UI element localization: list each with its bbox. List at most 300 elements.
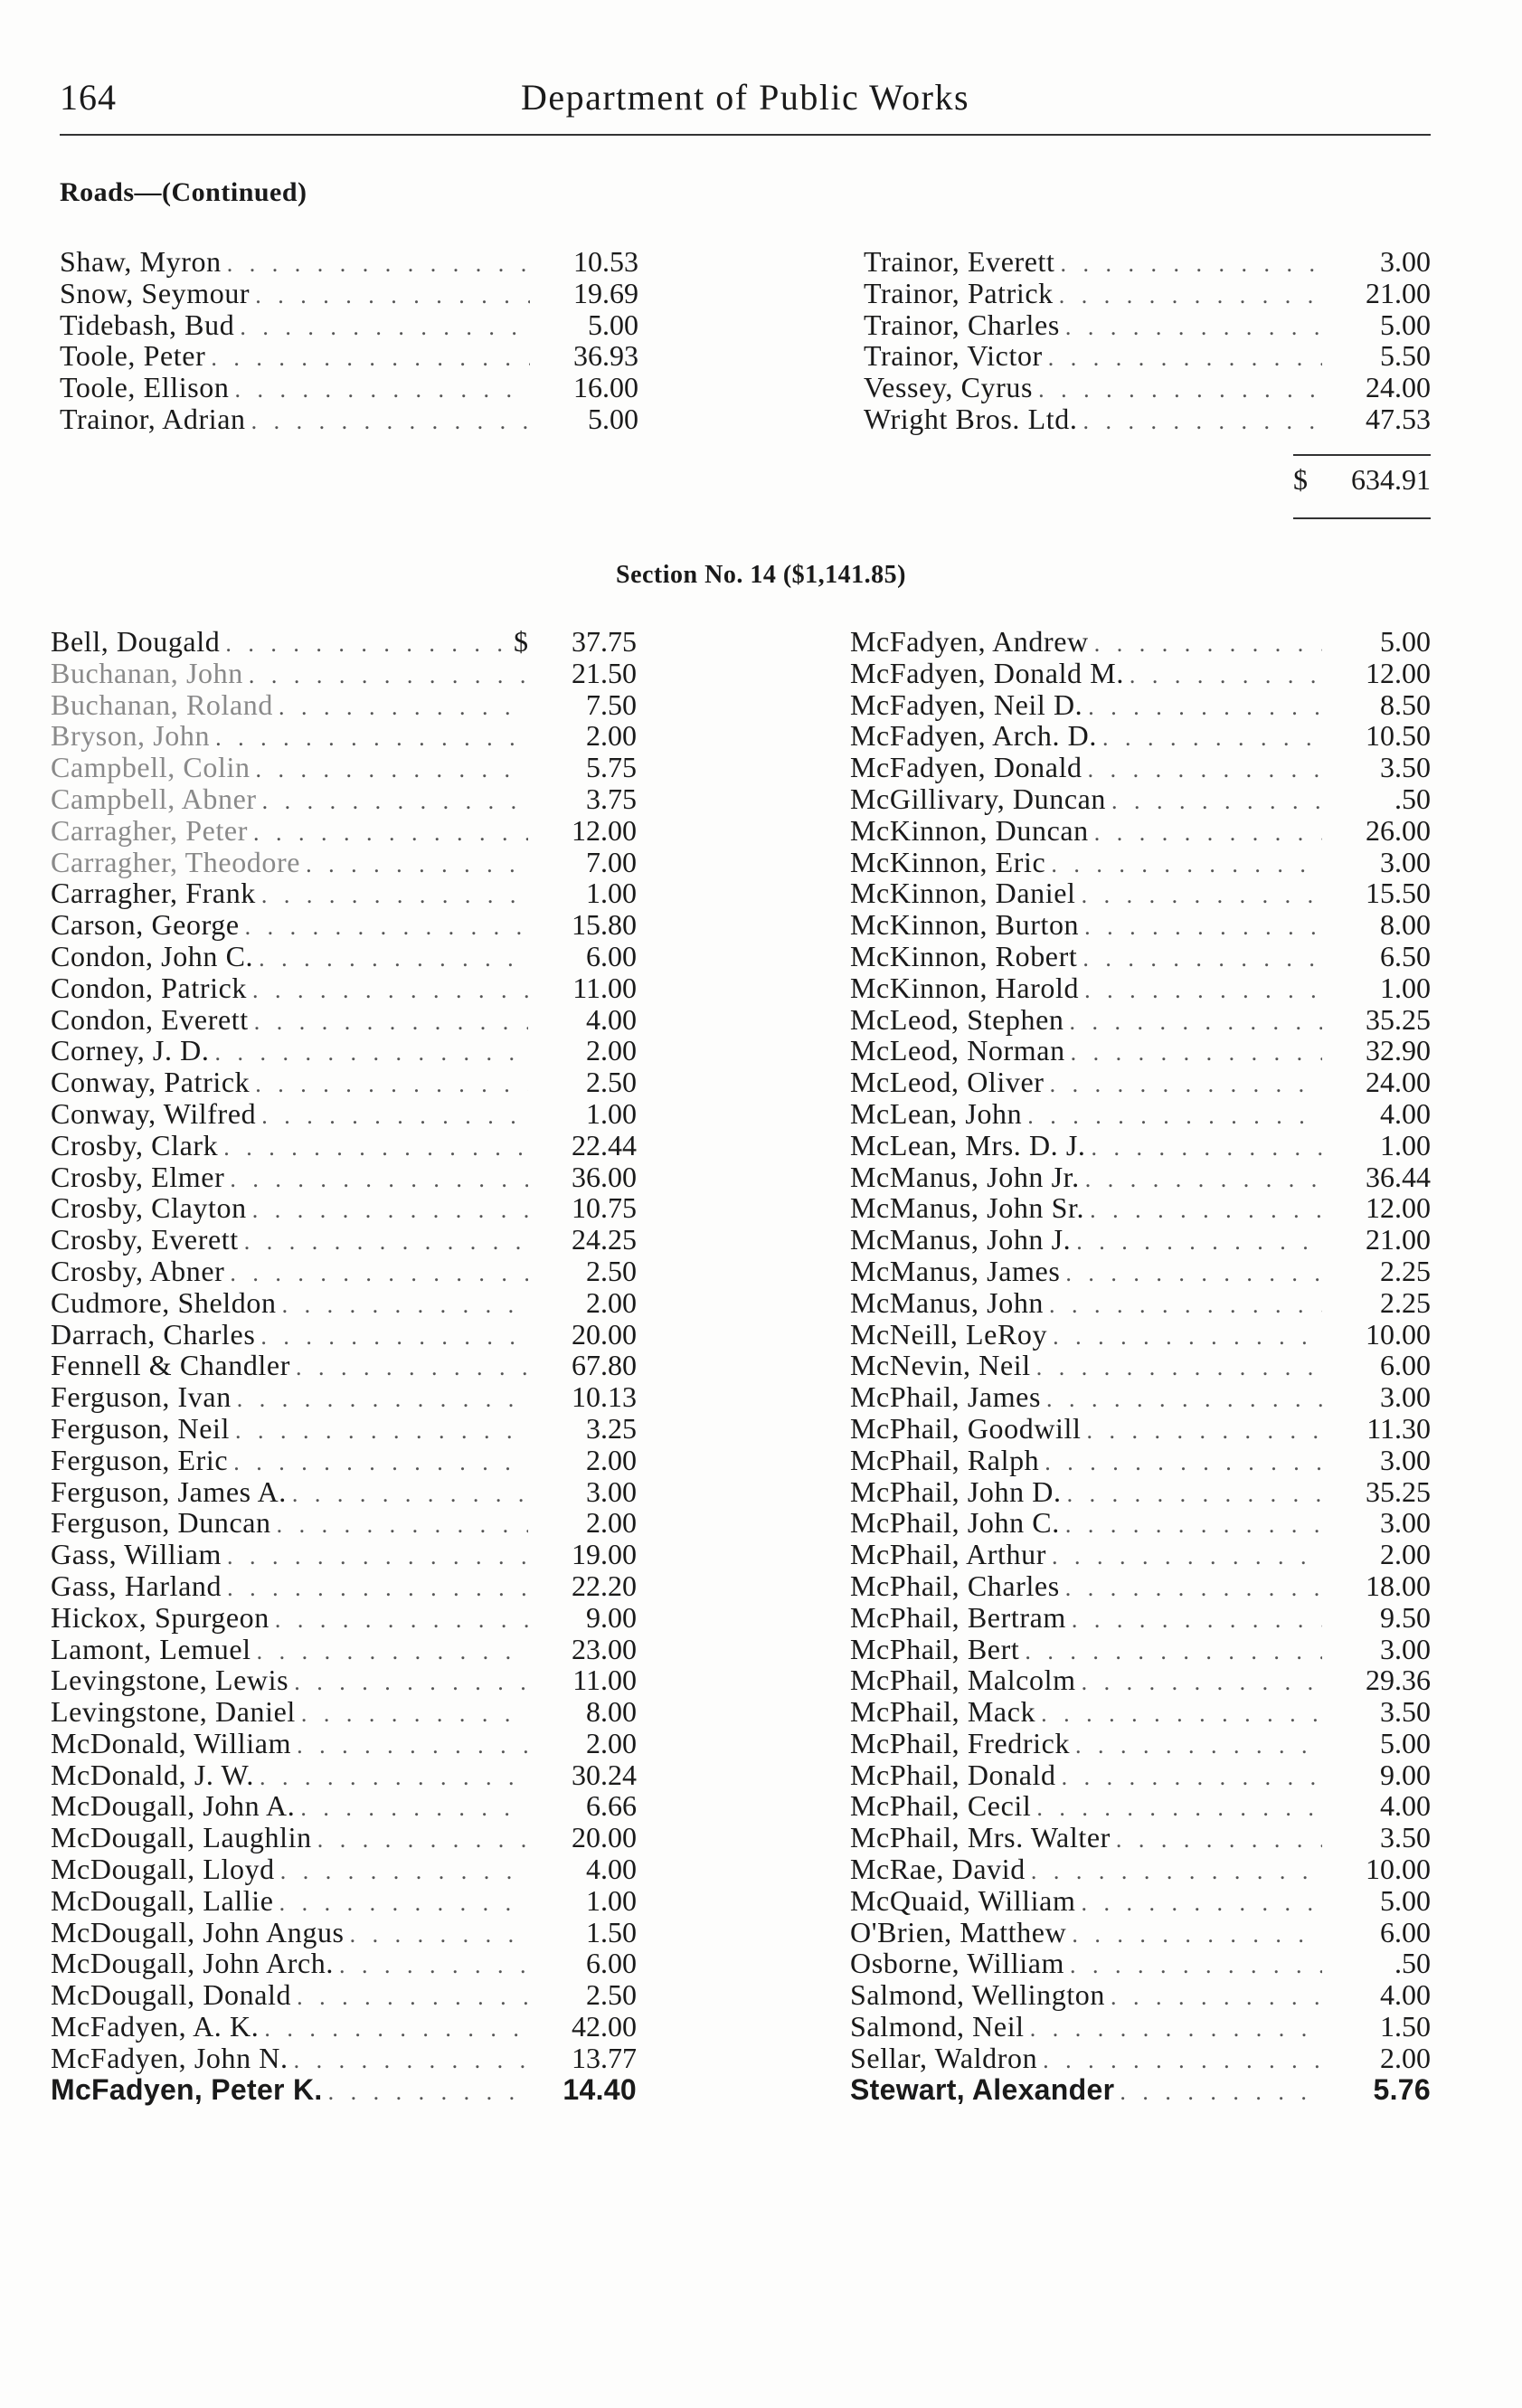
total-rule-top — [1293, 454, 1431, 456]
list-item — [850, 1476, 1431, 1508]
dot-leader — [1075, 1730, 1322, 1762]
entry-name: McPhail, Bertram — [850, 1600, 1066, 1634]
list-item — [51, 1350, 637, 1381]
dot-leader — [1088, 754, 1322, 786]
list-item — [51, 941, 637, 972]
dot-leader — [279, 1888, 528, 1920]
list-item — [51, 1098, 637, 1130]
list-item — [51, 1948, 637, 1979]
entry-amount: 2.50 — [586, 1978, 637, 2012]
entry-amount: 4.00 — [586, 1853, 637, 1886]
roads-total — [1293, 463, 1431, 497]
list-item — [51, 1067, 637, 1098]
list-item — [51, 1664, 637, 1696]
list-item — [850, 1759, 1431, 1791]
entry-name: McManus, John J. — [850, 1223, 1072, 1256]
entry-amount: 26.00 — [1366, 813, 1431, 847]
entry-name: McNeill, LeRoy — [850, 1317, 1048, 1351]
entry-amount: 24.00 — [1366, 1066, 1431, 1099]
entry-name: Snow, Seymour — [60, 276, 251, 309]
dot-leader — [215, 723, 528, 754]
dot-leader — [1094, 818, 1322, 849]
entry-amount: 11.00 — [572, 1664, 637, 1697]
list-item — [850, 1319, 1431, 1351]
entry-name: McPhail, Fredrick — [850, 1726, 1071, 1759]
entry-name: McLeod, Stephen — [850, 1002, 1064, 1036]
entry-name: Condon, John C. — [51, 939, 254, 972]
dot-leader — [1036, 1793, 1322, 1825]
entry-name: McFadyen, Donald M. — [850, 656, 1124, 689]
entry-amount: 6.00 — [586, 1947, 637, 1980]
list-item — [51, 1256, 637, 1287]
dot-leader — [1070, 1950, 1322, 1982]
list-item — [850, 1192, 1431, 1224]
dot-leader — [253, 818, 528, 849]
list-item — [850, 1004, 1431, 1036]
entry-name: McQuaid, William — [850, 1883, 1076, 1917]
dot-leader — [1038, 374, 1322, 406]
entry-amount: 36.00 — [572, 1160, 637, 1193]
list-item — [850, 1664, 1431, 1696]
entry-name: Levingstone, Daniel — [51, 1695, 296, 1729]
dot-leader — [211, 343, 530, 374]
entry-amount: 9.00 — [1380, 1758, 1431, 1791]
list-item — [51, 1759, 637, 1791]
entry-amount: 16.00 — [573, 371, 638, 404]
dot-leader — [1084, 975, 1322, 1007]
dot-leader — [1050, 1069, 1322, 1101]
dot-leader — [1027, 1101, 1322, 1133]
entry-amount: 12.00 — [1366, 1191, 1431, 1225]
dot-leader — [245, 912, 528, 943]
entry-name: Lamont, Lemuel — [51, 1632, 251, 1665]
list-item — [864, 246, 1431, 278]
entry-name: Salmond, Neil — [850, 2010, 1025, 2043]
entry-amount: 20.00 — [572, 1821, 637, 1854]
dot-leader — [1082, 1667, 1322, 1699]
entry-amount: .50 — [1394, 782, 1431, 815]
list-item — [850, 1790, 1431, 1822]
dot-leader — [301, 1699, 528, 1730]
list-item — [51, 1602, 637, 1634]
dot-leader — [255, 280, 530, 312]
list-item — [850, 1035, 1431, 1067]
entry-currency: $ — [514, 625, 528, 658]
entry-amount: 37.75 — [572, 625, 637, 658]
list-item — [51, 1570, 637, 1602]
entry-amount: 4.00 — [1380, 1096, 1431, 1130]
entry-amount: 7.00 — [586, 845, 637, 878]
page-header — [60, 71, 1431, 127]
list-item — [51, 1634, 637, 1665]
list-item — [850, 909, 1431, 941]
list-item — [51, 720, 637, 752]
entry-name: McPhail, John D. — [850, 1474, 1062, 1508]
roads-heading: Roads—(Continued) — [60, 177, 307, 207]
entry-amount: 10.53 — [573, 245, 638, 278]
dot-leader — [1085, 1164, 1322, 1196]
entry-amount: 2.00 — [586, 1506, 637, 1540]
entry-name: Condon, Everett — [51, 1002, 249, 1036]
dot-leader — [225, 629, 508, 660]
list-item — [51, 2074, 637, 2106]
entry-amount: 47.53 — [1366, 402, 1431, 435]
entry-name: Ferguson, James A. — [51, 1474, 287, 1508]
dot-leader — [230, 1164, 528, 1196]
list-item — [864, 340, 1431, 372]
dot-leader — [257, 1636, 528, 1668]
entry-name: Tidebash, Bud — [60, 308, 235, 341]
dot-leader — [1065, 1510, 1322, 1541]
entry-name: Salmond, Wellington — [850, 1978, 1106, 2012]
entry-name: McManus, John — [850, 1285, 1045, 1319]
section-14-left-column — [51, 626, 637, 2105]
dot-leader — [1053, 1322, 1322, 1353]
dot-leader — [1071, 1038, 1322, 1069]
entry-name: Trainor, Victor — [864, 339, 1043, 373]
entry-amount: 23.00 — [572, 1632, 637, 1665]
entry-amount: 10.13 — [572, 1380, 637, 1414]
entry-name: Ferguson, Eric — [51, 1443, 229, 1476]
header-rule — [60, 134, 1431, 136]
entry-amount: 42.00 — [572, 2010, 637, 2043]
entry-amount: 2.00 — [586, 1726, 637, 1759]
entry-name: Trainor, Patrick — [864, 276, 1054, 309]
total-rule-bottom — [1293, 517, 1431, 519]
entry-name: McDonald, William — [51, 1726, 292, 1759]
entry-amount: 2.00 — [586, 1285, 637, 1319]
list-item — [850, 1728, 1431, 1759]
roads-right-column — [864, 246, 1431, 435]
list-item — [51, 1192, 637, 1224]
dot-leader — [264, 2014, 528, 2045]
dot-leader — [1094, 629, 1322, 660]
entry-amount: 3.75 — [586, 782, 637, 815]
entry-name: Darrach, Charles — [51, 1317, 256, 1351]
list-item — [850, 720, 1431, 752]
entry-amount: 10.00 — [1366, 1853, 1431, 1886]
dot-leader — [254, 1007, 528, 1038]
entry-amount: 10.00 — [1366, 1317, 1431, 1351]
entry-amount: 13.77 — [572, 2041, 637, 2074]
list-item — [60, 309, 638, 341]
dot-leader — [223, 1133, 528, 1164]
list-item — [850, 1948, 1431, 1979]
entry-name: Toole, Peter — [60, 339, 206, 373]
entry-amount: 11.30 — [1366, 1411, 1431, 1445]
entry-amount: 5.00 — [1380, 625, 1431, 658]
list-item — [850, 972, 1431, 1004]
list-item — [850, 2074, 1431, 2106]
entry-amount: 3.00 — [1380, 245, 1431, 278]
entry-name: McPhail, James — [850, 1380, 1042, 1414]
entry-name: Cudmore, Sheldon — [51, 1285, 277, 1319]
list-item — [60, 278, 638, 309]
entry-name: McPhail, John C. — [850, 1506, 1060, 1540]
entry-name: McDougall, Laughlin — [51, 1821, 312, 1854]
list-item — [850, 1570, 1431, 1602]
entry-name: Trainor, Charles — [864, 308, 1060, 341]
entry-name: McDougall, John A. — [51, 1789, 296, 1823]
list-item — [51, 783, 637, 815]
entry-amount: 2.00 — [1380, 1538, 1431, 1571]
entry-name: Stewart, Alexander — [850, 2072, 1115, 2106]
list-item — [850, 1979, 1431, 2011]
entry-amount: 9.00 — [586, 1600, 637, 1634]
list-item — [51, 1287, 637, 1319]
entry-amount: 9.50 — [1380, 1600, 1431, 1634]
list-item — [850, 1413, 1431, 1445]
list-item — [51, 1319, 637, 1351]
dot-leader — [1130, 660, 1322, 692]
entry-amount: 35.25 — [1366, 1002, 1431, 1036]
entry-amount: 10.50 — [1366, 719, 1431, 753]
dot-leader — [282, 1290, 528, 1322]
entry-amount: 5.00 — [588, 402, 638, 435]
entry-name: McPhail, Cecil — [850, 1789, 1032, 1823]
entry-amount: 5.76 — [1373, 2072, 1431, 2106]
entry-name: Crosby, Abner — [51, 1254, 225, 1287]
entry-name: Osborne, William — [850, 1947, 1065, 1980]
entry-amount: 7.50 — [586, 687, 637, 721]
entry-name: McKinnon, Daniel — [850, 877, 1076, 910]
entry-amount: 1.00 — [586, 877, 637, 910]
entry-amount: 8.00 — [586, 1695, 637, 1729]
entry-amount: 1.50 — [1380, 2010, 1431, 2043]
list-item — [850, 1696, 1431, 1728]
entry-amount: 5.75 — [586, 751, 637, 784]
page-title: Department of Public Works — [520, 77, 970, 118]
dot-leader — [280, 1856, 528, 1888]
entry-name: Carragher, Theodore — [51, 845, 301, 878]
list-item — [51, 1979, 637, 2011]
list-item — [850, 1098, 1431, 1130]
dot-leader — [306, 849, 528, 881]
section-14-heading: Section No. 14 ($1,141.85) — [616, 561, 906, 589]
entry-amount: 1.50 — [586, 1915, 637, 1948]
dot-leader — [1090, 1195, 1322, 1227]
dot-leader — [1059, 280, 1322, 312]
entry-name: McManus, James — [850, 1254, 1061, 1287]
list-item — [850, 1634, 1431, 1665]
list-item — [850, 626, 1431, 658]
entry-amount: 3.00 — [1380, 845, 1431, 878]
dot-leader — [350, 1920, 528, 1951]
entry-name: McDonald, J. W. — [51, 1758, 254, 1791]
dot-leader — [1061, 249, 1322, 280]
entry-name: O'Brien, Matthew — [850, 1915, 1067, 1948]
list-item — [850, 658, 1431, 689]
entry-name: Levingstone, Lewis — [51, 1664, 289, 1697]
entry-amount: 8.00 — [1380, 908, 1431, 942]
entry-amount: 3.50 — [1380, 1821, 1431, 1854]
entry-name: McPhail, Ralph — [850, 1443, 1040, 1476]
dot-leader — [1120, 2077, 1322, 2109]
dot-leader — [279, 692, 528, 724]
dot-leader — [1031, 1856, 1322, 1888]
entry-name: McLean, John — [850, 1096, 1023, 1130]
dot-leader — [227, 1573, 528, 1605]
entry-name: Ferguson, Ivan — [51, 1380, 232, 1414]
entry-name: Condon, Patrick — [51, 971, 247, 1004]
entry-name: Trainor, Adrian — [60, 402, 246, 435]
entry-name: McDougall, John Angus — [51, 1915, 345, 1948]
list-item — [60, 403, 638, 435]
entry-amount: 4.00 — [1380, 1789, 1431, 1823]
entry-name: Campbell, Colin — [51, 751, 251, 784]
entry-name: Carragher, Peter — [51, 813, 248, 847]
entry-amount: 3.00 — [1380, 1506, 1431, 1540]
dot-leader — [1025, 1636, 1322, 1668]
dot-leader — [237, 1384, 528, 1416]
list-item — [850, 1130, 1431, 1161]
entry-amount: 8.50 — [1380, 687, 1431, 721]
entry-name: Toole, Ellison — [60, 371, 230, 404]
dot-leader — [1049, 1290, 1322, 1322]
dot-leader — [255, 1069, 528, 1101]
dot-leader — [244, 1227, 528, 1258]
entry-amount: 6.00 — [1380, 1915, 1431, 1948]
list-item — [51, 1413, 637, 1445]
list-item — [850, 1381, 1431, 1413]
dot-leader — [1081, 1888, 1322, 1920]
dot-leader — [234, 374, 530, 406]
list-item — [850, 1224, 1431, 1256]
list-item — [51, 1476, 637, 1508]
entry-name: Ferguson, Neil — [51, 1411, 231, 1445]
list-item — [850, 1917, 1431, 1948]
list-item — [51, 658, 637, 689]
entry-amount: 36.44 — [1366, 1160, 1431, 1193]
dot-leader — [251, 406, 530, 438]
entry-amount: 20.00 — [572, 1317, 637, 1351]
entry-amount: 35.25 — [1366, 1474, 1431, 1508]
list-item — [850, 1445, 1431, 1476]
entry-name: Bryson, John — [51, 719, 211, 753]
entry-amount: .50 — [1394, 1947, 1431, 1980]
dot-leader — [1111, 786, 1322, 818]
dot-leader — [1076, 1227, 1322, 1258]
dot-leader — [1065, 1573, 1322, 1605]
entry-name: Conway, Patrick — [51, 1066, 251, 1099]
dot-leader — [261, 880, 528, 912]
dot-leader — [317, 1825, 528, 1856]
dot-leader — [1088, 692, 1322, 724]
entry-amount: 2.50 — [586, 1254, 637, 1287]
entry-name: Shaw, Myron — [60, 245, 222, 278]
entry-name: Conway, Wilfred — [51, 1096, 257, 1130]
entry-name: McKinnon, Eric — [850, 845, 1046, 878]
list-item — [51, 1917, 637, 1948]
dot-leader — [256, 754, 528, 786]
entry-amount: 3.50 — [1380, 751, 1431, 784]
entry-name: Wright Bros. Ltd. — [864, 402, 1078, 435]
entry-amount: 6.00 — [1380, 1349, 1431, 1382]
entry-name: McPhail, Malcolm — [850, 1664, 1076, 1697]
list-item — [51, 815, 637, 847]
dot-leader — [262, 786, 528, 818]
entry-name: McPhail, Bert — [850, 1632, 1020, 1665]
dot-leader — [1051, 849, 1322, 881]
list-item — [850, 941, 1431, 972]
entry-name: McKinnon, Robert — [850, 939, 1078, 972]
entry-amount: 6.66 — [586, 1789, 637, 1823]
entry-amount: 15.50 — [1366, 877, 1431, 910]
list-item — [51, 752, 637, 783]
entry-amount: 3.00 — [586, 1474, 637, 1508]
list-item — [60, 246, 638, 278]
dot-leader — [1082, 943, 1322, 975]
entry-name: Buchanan, John — [51, 656, 243, 689]
list-item — [60, 340, 638, 372]
entry-amount: 1.00 — [586, 1096, 637, 1130]
list-item — [51, 1822, 637, 1853]
entry-name: McFadyen, Donald — [850, 751, 1082, 784]
dot-leader — [1082, 880, 1322, 912]
list-item — [51, 2043, 637, 2074]
list-item — [850, 1161, 1431, 1193]
entry-name: McFadyen, Peter K. — [51, 2072, 323, 2106]
entry-name: McPhail, Goodwill — [850, 1411, 1082, 1445]
dot-leader — [1092, 1133, 1322, 1164]
dot-leader — [1041, 1699, 1322, 1730]
dot-leader — [233, 1447, 528, 1479]
dot-leader — [1036, 1352, 1322, 1384]
entry-name: McKinnon, Burton — [850, 908, 1080, 942]
list-item — [51, 1539, 637, 1570]
entry-amount: 10.75 — [572, 1191, 637, 1225]
entry-name: McPhail, Charles — [850, 1569, 1060, 1602]
dot-leader — [1087, 1416, 1322, 1447]
list-item — [850, 2043, 1431, 2074]
list-item — [850, 2011, 1431, 2043]
dot-leader — [1065, 1258, 1322, 1290]
list-item — [51, 1035, 637, 1067]
roads-left-column — [60, 246, 638, 435]
entry-name: Campbell, Abner — [51, 782, 257, 815]
entry-amount: 22.44 — [572, 1128, 637, 1161]
entry-amount: 18.00 — [1366, 1569, 1431, 1602]
entry-amount: 21.50 — [572, 656, 637, 689]
dot-leader — [297, 1730, 528, 1762]
list-item — [51, 1130, 637, 1161]
entry-amount: 21.00 — [1366, 1223, 1431, 1256]
entry-name: Buchanan, Roland — [51, 687, 273, 721]
dot-leader — [275, 1605, 528, 1636]
list-item — [850, 1256, 1431, 1287]
entry-name: McDougall, Donald — [51, 1978, 292, 2012]
entry-name: Gass, William — [51, 1538, 222, 1571]
dot-leader — [297, 1982, 528, 2014]
entry-amount: 4.00 — [586, 1002, 637, 1036]
total-currency: $ — [1293, 463, 1308, 496]
entry-name: McLeod, Oliver — [850, 1066, 1045, 1099]
entry-amount: 2.25 — [1380, 1254, 1431, 1287]
entry-amount: 5.00 — [1380, 308, 1431, 341]
dot-leader — [277, 1510, 528, 1541]
entry-amount: 19.69 — [573, 276, 638, 309]
dot-leader — [1067, 1479, 1322, 1511]
entry-amount: 12.00 — [1366, 656, 1431, 689]
dot-leader — [296, 1352, 528, 1384]
dot-leader — [235, 1416, 528, 1447]
list-item — [864, 403, 1431, 435]
entry-name: Crosby, Elmer — [51, 1160, 225, 1193]
entry-amount: 4.00 — [1380, 1978, 1431, 2012]
list-item — [850, 847, 1431, 878]
dot-leader — [1052, 1541, 1322, 1573]
dot-leader — [292, 1479, 528, 1511]
